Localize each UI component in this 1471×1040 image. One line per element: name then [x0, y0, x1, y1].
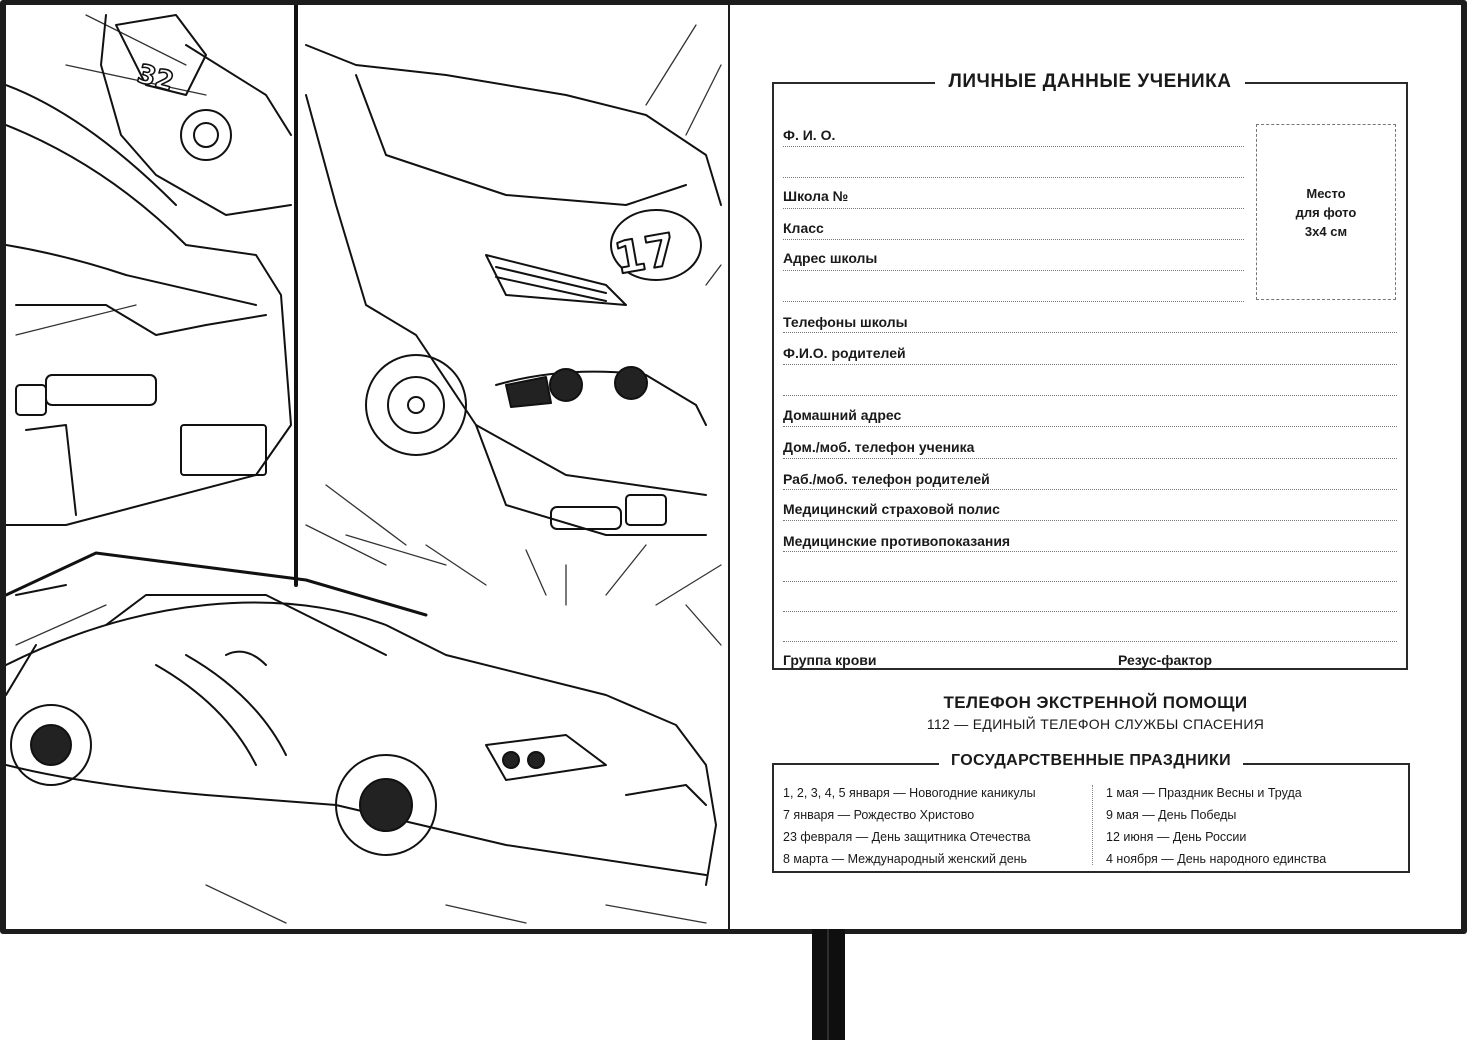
insurance-label: Медицинский страховой полис: [783, 501, 1000, 517]
contraindications-line-4[interactable]: [783, 641, 1397, 642]
school-address-line-1[interactable]: [783, 270, 1244, 271]
parents-phone-label: Раб./моб. телефон родителей: [783, 471, 990, 487]
holidays-title: ГОСУДАРСТВЕННЫЕ ПРАЗДНИКИ: [939, 752, 1243, 769]
cars-line-art: [6, 5, 728, 929]
school-phones-line[interactable]: [783, 332, 1397, 333]
holidays-right-column: [1106, 782, 1326, 870]
holiday-item: 1, 2, 3, 4, 5 января — Новогодние каникулы: [783, 786, 1036, 800]
parents-phone-line[interactable]: [783, 489, 1397, 490]
home-address-label: Домашний адрес: [783, 407, 902, 423]
emergency-title: ТЕЛЕФОН ЭКСТРЕННОЙ ПОМОЩИ: [943, 693, 1248, 712]
holiday-item: 23 февраля — День защитника Отечества: [783, 830, 1031, 844]
class-label: Класс: [783, 220, 824, 236]
coloring-page-illustration: [6, 5, 728, 929]
school-address-label: Адрес школы: [783, 250, 878, 266]
fio-line-1[interactable]: [783, 146, 1244, 147]
student-phone-label: Дом./моб. телефон ученика: [783, 439, 975, 455]
home-address-line[interactable]: [783, 426, 1397, 427]
form-title: ЛИЧНЫЕ ДАННЫЕ УЧЕНИКА: [935, 71, 1246, 92]
photo-text-3: 3х4 см: [1304, 223, 1348, 239]
student-phone-line[interactable]: [783, 458, 1397, 459]
parents-fio-line-1[interactable]: [783, 364, 1397, 365]
photo-text-1: Место: [1306, 185, 1346, 201]
holidays-box: [772, 752, 1410, 873]
contraindications-line-2[interactable]: [783, 581, 1397, 582]
holiday-item: 7 января — Рождество Христово: [783, 808, 975, 822]
school-label: Школа №: [783, 188, 849, 204]
holiday-item: 12 июня — День России: [1106, 830, 1247, 844]
class-line[interactable]: [783, 239, 1244, 240]
fio-line-2[interactable]: [783, 177, 1244, 178]
bookmark-ribbon[interactable]: [812, 929, 845, 1040]
school-line[interactable]: [783, 208, 1244, 209]
insurance-line[interactable]: [783, 520, 1397, 521]
holiday-item: 9 мая — День Победы: [1106, 808, 1237, 822]
photo-text-2: для фото: [1295, 204, 1357, 220]
holiday-item: 4 ноября — День народного единства: [1106, 852, 1327, 866]
holidays-divider: [1092, 785, 1093, 865]
contraindications-line-1[interactable]: [783, 551, 1397, 552]
car-number-32: 32: [134, 59, 177, 98]
rh-factor-label: Резус-фактор: [1118, 652, 1213, 668]
personal-data-form: [772, 71, 1408, 670]
emergency-subtitle: 112 — ЕДИНЫЙ ТЕЛЕФОН СЛУЖБЫ СПАСЕНИЯ: [926, 716, 1265, 732]
photo-placeholder: [1256, 124, 1396, 300]
blood-group-label: Группа крови: [783, 652, 877, 668]
holiday-item: 8 марта — Международный женский день: [783, 852, 1028, 866]
school-phones-label: Телефоны школы: [783, 314, 908, 330]
school-address-line-2[interactable]: [783, 301, 1244, 302]
contraindications-line-3[interactable]: [783, 611, 1397, 612]
parents-fio-label: Ф.И.О. родителей: [783, 345, 906, 361]
fio-label: Ф. И. О.: [783, 127, 836, 143]
parents-fio-line-2[interactable]: [783, 395, 1397, 396]
holidays-left-column: [783, 782, 1036, 870]
contraindications-label: Медицинские противопоказания: [783, 533, 1011, 549]
holiday-item: 1 мая — Праздник Весны и Труда: [1106, 786, 1302, 800]
car-number-17: 17: [610, 224, 680, 285]
